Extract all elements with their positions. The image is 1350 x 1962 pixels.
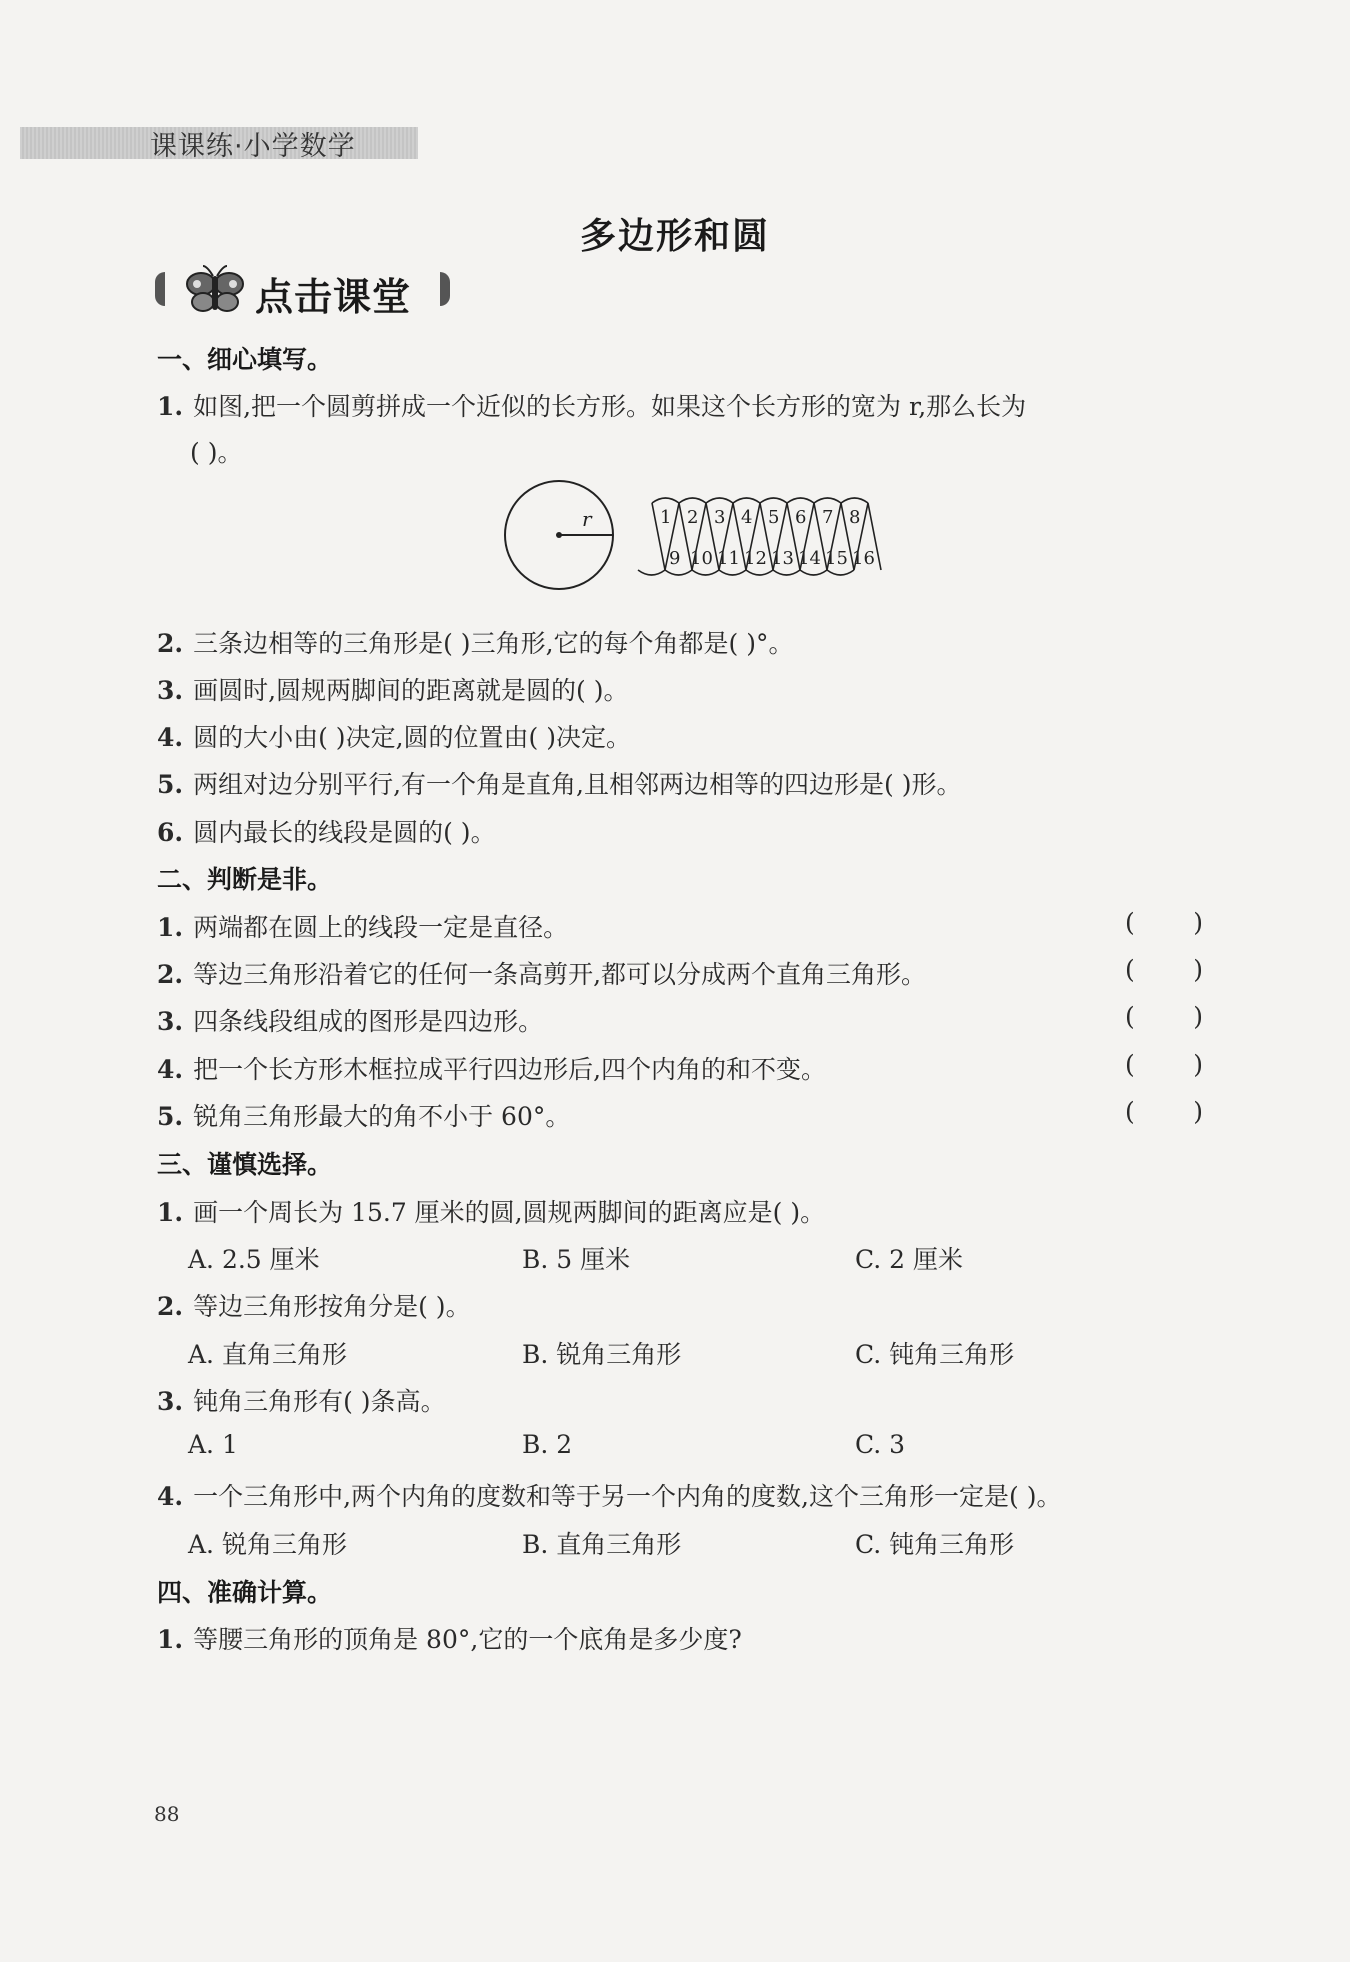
question-text: 四条线段组成的图形是四边形。 xyxy=(193,1007,544,1036)
page-title: 多边形和圆 xyxy=(579,216,770,257)
choice-option-b[interactable]: B. 锐角三角形 xyxy=(522,1340,682,1369)
sector-label-bottom: 12 xyxy=(744,548,767,569)
banner-right-bracket xyxy=(440,272,450,306)
question-number: 3. xyxy=(157,1007,184,1036)
answer-parentheses[interactable] xyxy=(1125,908,1203,937)
choice-option-b[interactable]: B. 5 厘米 xyxy=(522,1245,631,1274)
judge-item xyxy=(157,908,568,944)
question-number: 1. xyxy=(157,1198,184,1227)
choice-option-c[interactable]: C. 2 厘米 xyxy=(855,1245,963,1274)
question-text: 两组对边分别平行,有一个角是直角,且相邻两边相等的四边形是( )形。 xyxy=(193,770,962,799)
sector-label-bottom: 10 xyxy=(690,548,713,569)
sector-label-top: 2 xyxy=(687,507,699,528)
sector-arc-top xyxy=(787,498,814,503)
sector-label-bottom: 16 xyxy=(852,548,875,569)
question-number: 4. xyxy=(157,723,184,752)
section-heading-judge: 二、判断是非。 xyxy=(157,865,333,894)
sector-label-top: 3 xyxy=(714,507,726,528)
question-text: 等边三角形沿着它的任何一条高剪开,都可以分成两个直角三角形。 xyxy=(193,960,927,989)
section-heading-choice: 三、谨慎选择。 xyxy=(157,1150,333,1179)
circle-rectangle-figure xyxy=(500,478,900,597)
section-banner xyxy=(155,262,450,318)
choice-question xyxy=(157,1287,471,1323)
fill-question-3 xyxy=(157,671,629,707)
calc-question xyxy=(157,1620,742,1656)
choice-option-c[interactable]: C. 3 xyxy=(855,1430,906,1459)
sector-label-top: 1 xyxy=(660,507,672,528)
sector-arc-bottom xyxy=(719,570,746,575)
sector-label-top: 4 xyxy=(741,507,753,528)
sector-arc-bottom xyxy=(638,570,665,575)
question-text: 画圆时,圆规两脚间的距离就是圆的( )。 xyxy=(193,676,629,705)
question-number: 1. xyxy=(157,392,184,421)
paren-open: ( xyxy=(1125,1097,1135,1126)
choice-option-c[interactable]: C. 钝角三角形 xyxy=(855,1530,1015,1559)
question-number: 2. xyxy=(157,1292,184,1321)
question-number: 4. xyxy=(157,1055,184,1084)
answer-parentheses[interactable] xyxy=(1125,1002,1203,1031)
choice-question xyxy=(157,1382,446,1418)
sector-arc-top xyxy=(652,498,679,503)
header-text: 课课练·小学数学 xyxy=(150,131,356,162)
question-number: 2. xyxy=(157,960,184,989)
sector-arc-bottom xyxy=(746,570,773,575)
question-number: 6. xyxy=(157,818,184,847)
sector-label-bottom: 15 xyxy=(825,548,848,569)
answer-parentheses[interactable] xyxy=(1125,955,1203,984)
question-number: 4. xyxy=(157,1482,184,1511)
choice-option-c[interactable]: C. 钝角三角形 xyxy=(855,1340,1015,1369)
question-text: 如图,把一个圆剪拼成一个近似的长方形。如果这个长方形的宽为 r,那么长为 xyxy=(193,392,1027,421)
sector-label-top: 5 xyxy=(768,507,780,528)
paren-close: ) xyxy=(1193,1097,1203,1126)
fill-question-1-blank: ( )。 xyxy=(190,438,243,467)
question-text: 三条边相等的三角形是( )三角形,它的每个角都是( )°。 xyxy=(193,629,794,658)
banner-text: 点击课堂 xyxy=(255,275,412,319)
question-number: 2. xyxy=(157,629,184,658)
section-heading-calc: 四、准确计算。 xyxy=(157,1578,333,1607)
fill-question-5 xyxy=(157,765,961,801)
question-text: 圆的大小由( )决定,圆的位置由( )决定。 xyxy=(193,723,631,752)
paren-open: ( xyxy=(1125,908,1135,937)
sector-arc-bottom xyxy=(773,570,800,575)
paren-close: ) xyxy=(1193,1002,1203,1031)
sector-arc-bottom xyxy=(827,570,854,575)
sector-arc-top xyxy=(760,498,787,503)
question-text: 两端都在圆上的线段一定是直径。 xyxy=(193,913,569,942)
banner-left-bracket xyxy=(155,272,165,306)
butterfly-icon xyxy=(175,262,255,318)
choice-option-a[interactable]: A. 锐角三角形 xyxy=(188,1530,347,1559)
question-text: 等边三角形按角分是( )。 xyxy=(193,1292,471,1321)
sector-arc-top xyxy=(814,498,841,503)
paren-open: ( xyxy=(1125,1002,1135,1031)
choice-option-b[interactable]: B. 2 xyxy=(522,1430,573,1459)
choice-option-a[interactable]: A. 1 xyxy=(188,1430,238,1459)
answer-parentheses[interactable] xyxy=(1125,1097,1203,1126)
sector-label-top: 6 xyxy=(795,507,807,528)
question-number: 3. xyxy=(157,1387,184,1416)
sector-arc-top xyxy=(841,498,868,503)
paren-close: ) xyxy=(1193,1050,1203,1079)
sector-label-bottom: 9 xyxy=(669,548,681,569)
circle-cut-diagram xyxy=(500,478,900,593)
question-text: 钝角三角形有( )条高。 xyxy=(193,1387,446,1416)
judge-item xyxy=(157,955,926,991)
section-heading-fill: 一、细心填写。 xyxy=(157,345,333,374)
fill-question-1 xyxy=(157,387,1026,423)
question-number: 5. xyxy=(157,770,184,799)
question-text: 圆内最长的线段是圆的( )。 xyxy=(193,818,496,847)
judge-item xyxy=(157,1002,543,1038)
question-number: 3. xyxy=(157,676,184,705)
question-number: 1. xyxy=(157,913,184,942)
question-number: 1. xyxy=(157,1625,184,1654)
radius-label: r xyxy=(582,507,592,531)
choice-option-b[interactable]: B. 直角三角形 xyxy=(522,1530,682,1559)
question-text: 锐角三角形最大的角不小于 60°。 xyxy=(193,1102,571,1131)
paren-open: ( xyxy=(1125,955,1135,984)
paren-close: ) xyxy=(1193,955,1203,984)
sector-arc-bottom xyxy=(665,570,692,575)
choice-question xyxy=(157,1477,1061,1513)
sector-label-top: 7 xyxy=(822,507,834,528)
page-number: 88 xyxy=(154,1802,180,1826)
question-text: 等腰三角形的顶角是 80°,它的一个底角是多少度? xyxy=(193,1625,742,1654)
choice-option-a[interactable]: A. 2.5 厘米 xyxy=(188,1245,320,1274)
question-text: 一个三角形中,两个内角的度数和等于另一个内角的度数,这个三角形一定是( )。 xyxy=(193,1482,1062,1511)
sector-label-top: 8 xyxy=(849,507,861,528)
sector-arc-bottom xyxy=(800,570,827,575)
sector-arc-bottom xyxy=(692,570,719,575)
sector-arc-top xyxy=(733,498,760,503)
sector-label-bottom: 13 xyxy=(771,548,794,569)
question-number: 5. xyxy=(157,1102,184,1131)
paren-close: ) xyxy=(1193,908,1203,937)
judge-item xyxy=(157,1097,570,1133)
sector-arc-top xyxy=(706,498,733,503)
paren-open: ( xyxy=(1125,1050,1135,1079)
choice-question xyxy=(157,1193,825,1229)
sector-label-bottom: 14 xyxy=(798,548,821,569)
answer-parentheses[interactable] xyxy=(1125,1050,1203,1079)
fill-question-2 xyxy=(157,624,793,660)
question-text: 把一个长方形木框拉成平行四边形后,四个内角的和不变。 xyxy=(193,1055,827,1084)
fill-question-4 xyxy=(157,718,631,754)
sector-label-bottom: 11 xyxy=(717,548,740,569)
sector-arc-top xyxy=(679,498,706,503)
choice-option-a[interactable]: A. 直角三角形 xyxy=(188,1340,347,1369)
fill-question-6 xyxy=(157,813,496,849)
judge-item xyxy=(157,1050,826,1086)
question-text: 画一个周长为 15.7 厘米的圆,圆规两脚间的距离应是( )。 xyxy=(193,1198,826,1227)
